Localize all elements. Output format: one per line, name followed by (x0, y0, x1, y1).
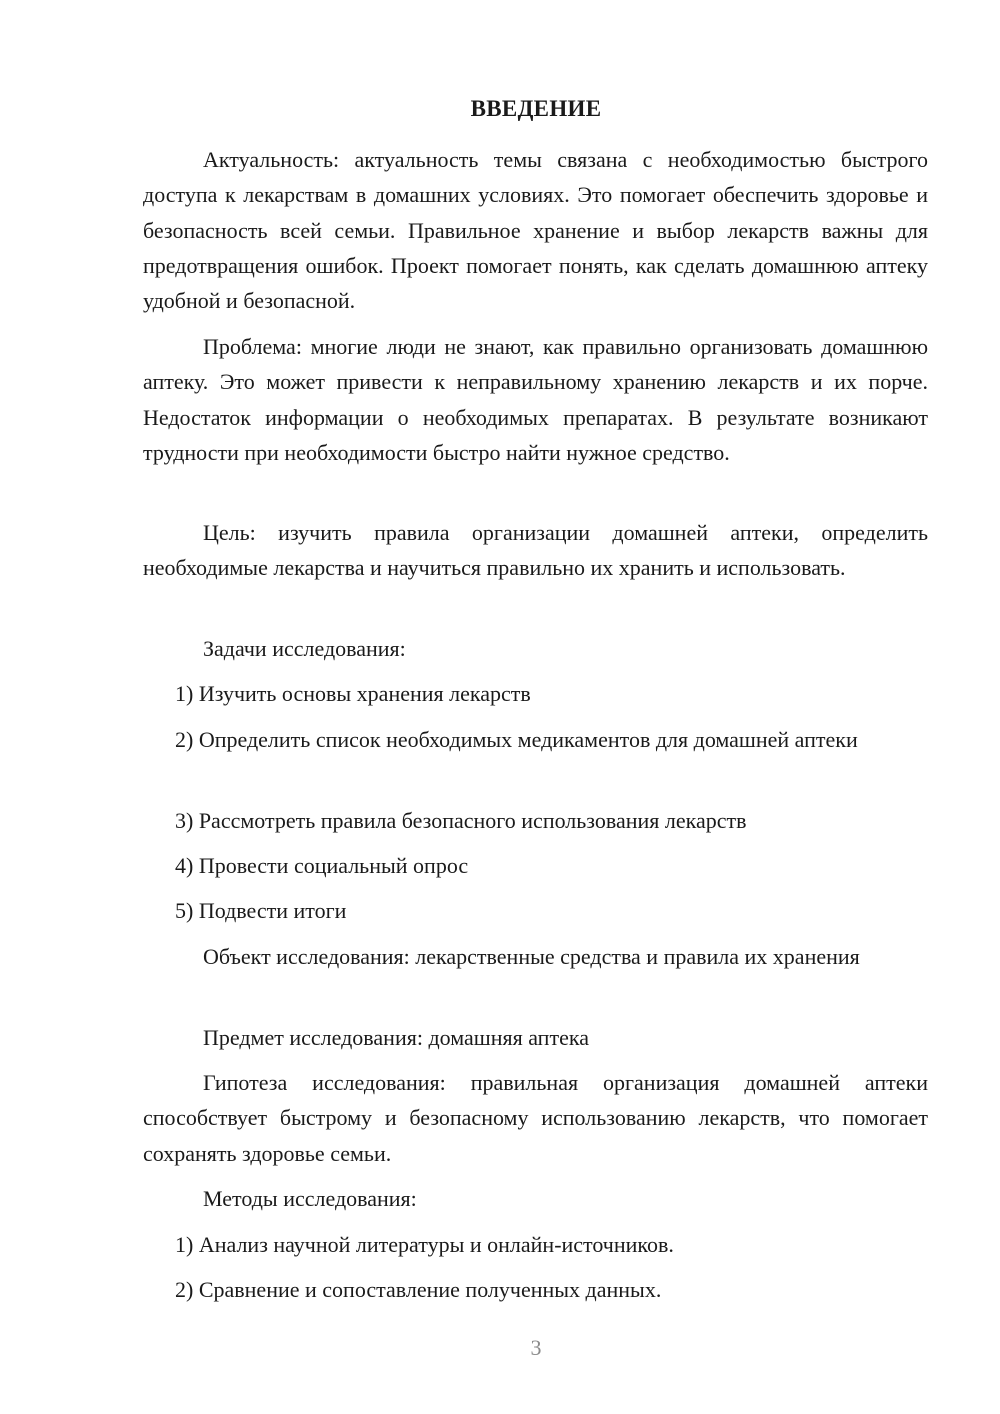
subject-paragraph: Предмет исследования: домашняя аптека (203, 1025, 589, 1050)
methods-heading: Методы исследования: (203, 1186, 417, 1211)
task-item-1: 1) Изучить основы хранения лекарств (175, 681, 531, 706)
task-item-4: 4) Провести социальный опрос (175, 853, 469, 878)
goal-paragraph: Цель: изучить правила организации домашней аптеки, определить необходимые лекарства и научиться правильно их хранить и использовать. (143, 520, 928, 581)
task-item-5: 5) Подвести итоги (175, 898, 347, 923)
page-number: 3 (530, 1335, 542, 1360)
task-item-3: 3) Рассмотреть правила безопасного использования лекарств (175, 808, 747, 833)
page-title: ВВЕДЕНИЕ (470, 96, 602, 121)
relevance-paragraph: Актуальность: актуальность темы связана с необходимостью быстрого доступа к лекарствам в домашних условиях. Это помогает обеспечить здоровье и безопасность всей семьи. Правильное хранение и выбор лекарств важны для предотвращения ошибок. Проект помогает понять, как сделать домашнюю аптеку удобной и безопасной. (143, 147, 928, 314)
hypothesis-paragraph: Гипотеза исследования: правильная организация домашней аптеки способствует быстрому и безопасному использованию лекарств, что помогает сохранять здоровье семьи. (143, 1070, 928, 1166)
tasks-heading: Задачи исследования: (203, 636, 406, 661)
method-item-2: 2) Сравнение и сопоставление полученных данных. (175, 1277, 662, 1302)
method-item-1: 1) Анализ научной литературы и онлайн-источников. (175, 1232, 674, 1257)
problem-paragraph: Проблема: многие люди не знают, как правильно организовать домашнюю аптеку. Это может привести к неправильному хранению лекарств и их порче. Недостаток информации о необходимых препаратах. В результате возникают трудности при необходимости быстро найти нужное средство. (143, 334, 928, 465)
task-item-2: 2) Определить список необходимых медикаментов для домашней аптеки (175, 727, 858, 752)
object-paragraph: Объект исследования: лекарственные средства и правила их хранения (203, 944, 860, 969)
